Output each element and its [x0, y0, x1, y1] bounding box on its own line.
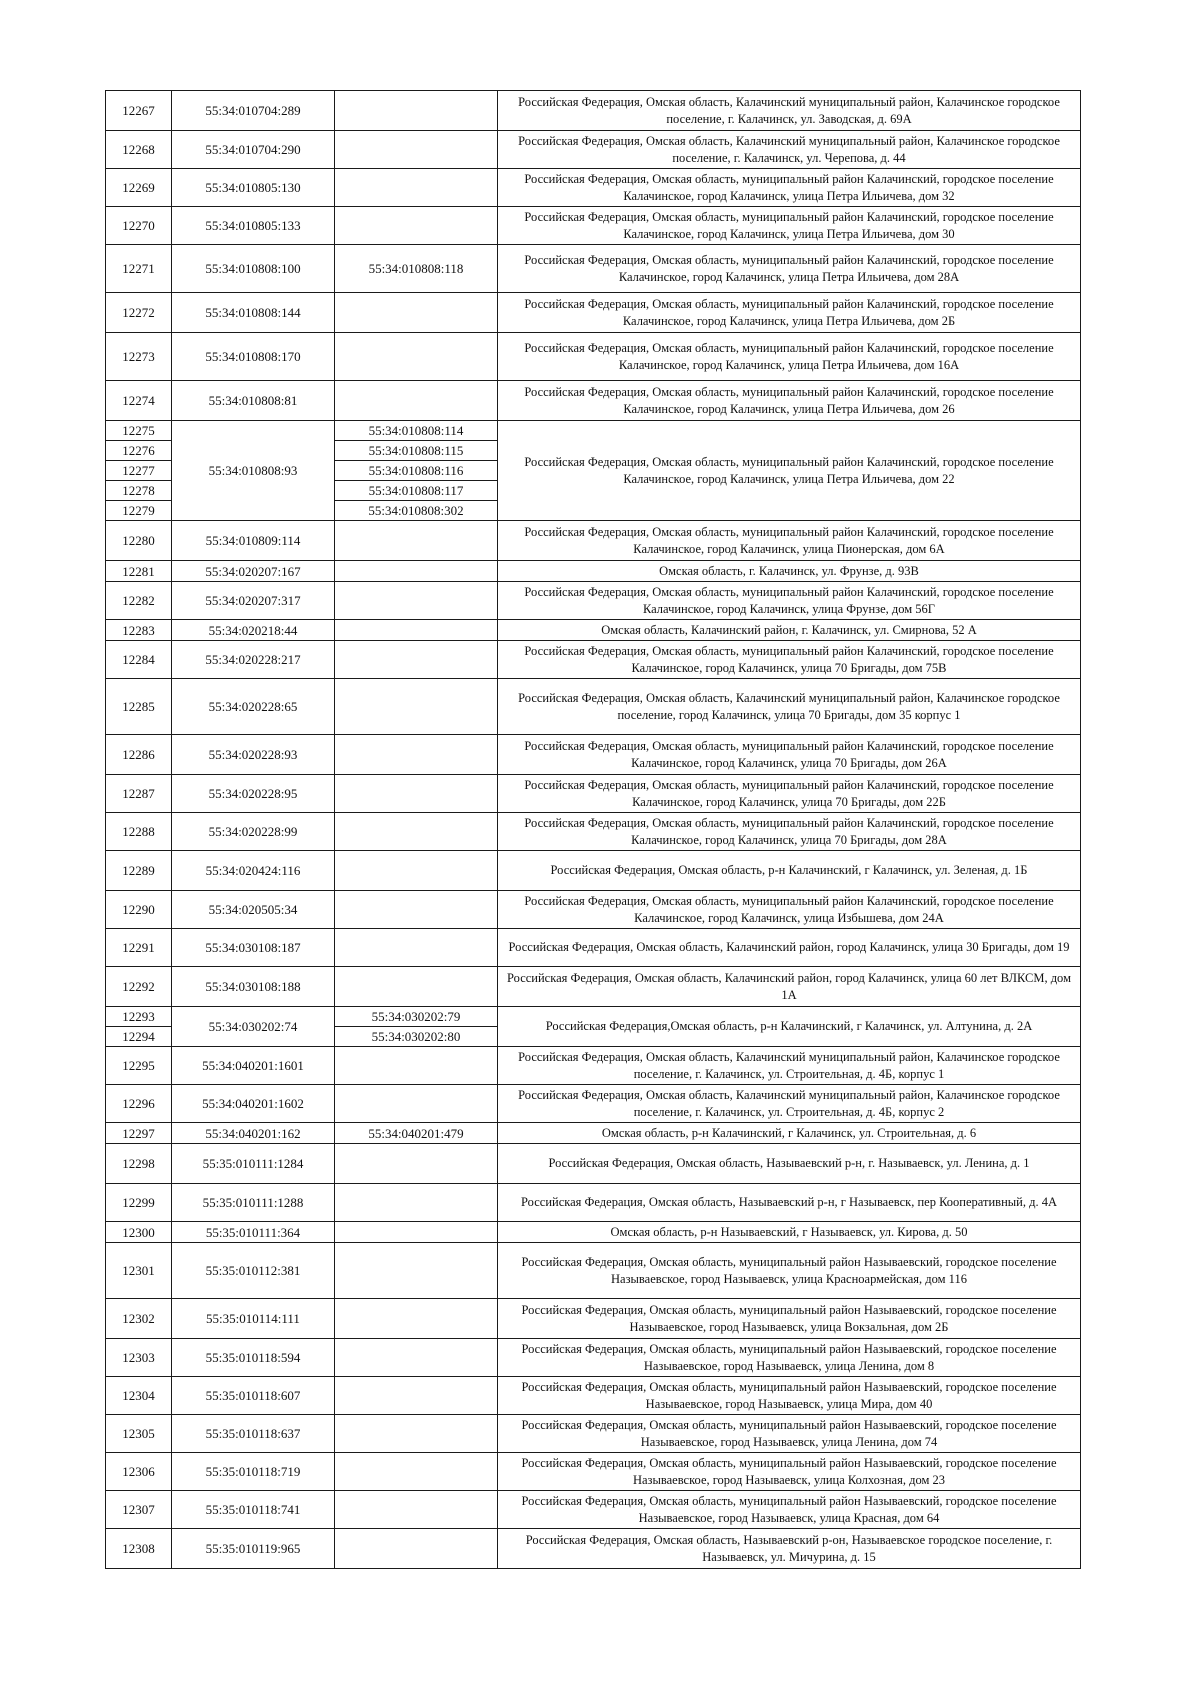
- linked-cadastral-number-cell: [335, 775, 498, 813]
- cadastral-number-cell: 55:35:010112:381: [172, 1243, 335, 1299]
- linked-cadastral-number-cell: 55:34:010808:115: [335, 441, 498, 461]
- row-number-cell: 12277: [106, 461, 172, 481]
- linked-cadastral-number-cell: [335, 131, 498, 169]
- linked-cadastral-number-cell: [335, 582, 498, 620]
- row-number-cell: 12297: [106, 1123, 172, 1144]
- address-cell: Российская Федерация, Омская область, муниципальный район Калачинский, городское поселение Калачинское, город Калачинск, улица Петра Ильичева, дом 30: [498, 207, 1081, 245]
- row-number-cell: 12280: [106, 521, 172, 561]
- row-number-cell: 12292: [106, 967, 172, 1007]
- row-number-cell: 12267: [106, 91, 172, 131]
- cadastral-number-cell: 55:35:010118:741: [172, 1491, 335, 1529]
- address-cell: Российская Федерация, Омская область, муниципальный район Калачинский, городское поселение Калачинское, город Калачинск, улица Избышева, дом 24А: [498, 891, 1081, 929]
- cadastral-number-cell: 55:34:010805:130: [172, 169, 335, 207]
- cadastral-number-cell: 55:34:010808:170: [172, 333, 335, 381]
- linked-cadastral-number-cell: [335, 967, 498, 1007]
- cadastral-number-cell: 55:34:020228:99: [172, 813, 335, 851]
- table-row: [106, 1491, 1081, 1529]
- linked-cadastral-number-cell: 55:34:010808:116: [335, 461, 498, 481]
- linked-cadastral-number-cell: [335, 561, 498, 582]
- linked-cadastral-number-cell: 55:34:010808:117: [335, 481, 498, 501]
- linked-cadastral-number-cell: [335, 813, 498, 851]
- linked-cadastral-number-cell: [335, 735, 498, 775]
- row-number-cell: 12272: [106, 293, 172, 333]
- cadastral-number-cell: 55:34:020228:217: [172, 641, 335, 679]
- linked-cadastral-number-cell: [335, 169, 498, 207]
- table-row: [106, 1123, 1081, 1144]
- row-number-cell: 12284: [106, 641, 172, 679]
- linked-cadastral-number-cell: [335, 641, 498, 679]
- cadastral-number-cell: 55:34:040201:1601: [172, 1047, 335, 1085]
- address-cell: Российская Федерация, Омская область, муниципальный район Калачинский, городское поселение Калачинское, город Калачинск, улица Фрунзе, дом 56Г: [498, 582, 1081, 620]
- cadastral-number-cell: 55:34:040201:162: [172, 1123, 335, 1144]
- row-number-cell: 12282: [106, 582, 172, 620]
- table-row: [106, 620, 1081, 641]
- row-number-cell: 12299: [106, 1184, 172, 1222]
- table-row: [106, 891, 1081, 929]
- row-number-cell: 12293: [106, 1007, 172, 1027]
- table-row: [106, 521, 1081, 561]
- row-number-cell: 12291: [106, 929, 172, 967]
- row-number-cell: 12308: [106, 1529, 172, 1569]
- table-row: [106, 1007, 1081, 1027]
- table-row: [106, 1085, 1081, 1123]
- row-number-cell: 12274: [106, 381, 172, 421]
- linked-cadastral-number-cell: [335, 207, 498, 245]
- cadastral-number-cell: 55:35:010111:1288: [172, 1184, 335, 1222]
- linked-cadastral-number-cell: [335, 1339, 498, 1377]
- address-cell: Российская Федерация, Омская область, Калачинский муниципальный район, Калачинское городское поселение, г. Калачинск, ул. Заводская, д. 69А: [498, 91, 1081, 131]
- linked-cadastral-number-cell: 55:34:010808:114: [335, 421, 498, 441]
- linked-cadastral-number-cell: [335, 1529, 498, 1569]
- row-number-cell: 12301: [106, 1243, 172, 1299]
- linked-cadastral-number-cell: 55:34:030202:80: [335, 1027, 498, 1047]
- row-number-cell: 12302: [106, 1299, 172, 1339]
- table-row: [106, 293, 1081, 333]
- table-row: [106, 813, 1081, 851]
- cadastral-number-cell: 55:34:040201:1602: [172, 1085, 335, 1123]
- cadastral-number-cell: 55:34:020228:95: [172, 775, 335, 813]
- cadastral-number-cell: 55:35:010111:1284: [172, 1144, 335, 1184]
- cadastral-number-cell: 55:35:010118:594: [172, 1339, 335, 1377]
- linked-cadastral-number-cell: [335, 91, 498, 131]
- linked-cadastral-number-cell: [335, 1415, 498, 1453]
- linked-cadastral-number-cell: [335, 1144, 498, 1184]
- cadastral-number-cell: 55:34:030202:74: [172, 1007, 335, 1047]
- address-cell: Российская Федерация, Омская область, муниципальный район Называевский, городское поселение Называевское, город Называевск, улица Вокзальная, дом 2Б: [498, 1299, 1081, 1339]
- address-cell: Российская Федерация, Омская область, муниципальный район Называевский, городское поселение Называевское, город Называевск, улица Ленина, дом 8: [498, 1339, 1081, 1377]
- row-number-cell: 12307: [106, 1491, 172, 1529]
- table-row: [106, 679, 1081, 735]
- table-row: [106, 91, 1081, 131]
- row-number-cell: 12268: [106, 131, 172, 169]
- linked-cadastral-number-cell: [335, 1243, 498, 1299]
- address-cell: Российская Федерация, Омская область, муниципальный район Калачинский, городское поселение Калачинское, город Калачинск, улица Пионерская, дом 6А: [498, 521, 1081, 561]
- linked-cadastral-number-cell: 55:34:040201:479: [335, 1123, 498, 1144]
- address-cell: Российская Федерация, Омская область, муниципальный район Калачинский, городское поселение Калачинское, город Калачинск, улица 70 Бригады, дом 28А: [498, 813, 1081, 851]
- cadastral-number-cell: 55:34:010704:289: [172, 91, 335, 131]
- table-row: [106, 582, 1081, 620]
- linked-cadastral-number-cell: [335, 521, 498, 561]
- row-number-cell: 12289: [106, 851, 172, 891]
- row-number-cell: 12304: [106, 1377, 172, 1415]
- table-row: [106, 1339, 1081, 1377]
- table-row: [106, 1047, 1081, 1085]
- address-cell: Российская Федерация, Омская область, муниципальный район Называевский, городское поселение Называевское, город Называевск, улица Ленина, дом 74: [498, 1415, 1081, 1453]
- table-row: [106, 169, 1081, 207]
- linked-cadastral-number-cell: [335, 1299, 498, 1339]
- cadastral-number-cell: 55:35:010118:637: [172, 1415, 335, 1453]
- address-cell: Российская Федерация, Омская область, Называевский р-он, Называевское городское поселение, г. Называевск, ул. Мичурина, д. 15: [498, 1529, 1081, 1569]
- address-cell: Омская область, р-н Калачинский, г Калачинск, ул. Строительная, д. 6: [498, 1123, 1081, 1144]
- table-row: [106, 735, 1081, 775]
- row-number-cell: 12295: [106, 1047, 172, 1085]
- table-row: [106, 245, 1081, 293]
- address-cell: Российская Федерация, Омская область, муниципальный район Называевский, городское поселение Называевское, город Называевск, улица Красноармейская, дом 116: [498, 1243, 1081, 1299]
- table-row: [106, 421, 1081, 441]
- cadastral-number-cell: 55:34:010808:81: [172, 381, 335, 421]
- cadastral-number-cell: 55:35:010111:364: [172, 1222, 335, 1243]
- linked-cadastral-number-cell: [335, 1184, 498, 1222]
- row-number-cell: 12270: [106, 207, 172, 245]
- table-row: [106, 775, 1081, 813]
- table-row: [106, 1184, 1081, 1222]
- address-cell: Российская Федерация, Омская область, муниципальный район Калачинский, городское поселение Калачинское, город Калачинск, улица Петра Ильичева, дом 28А: [498, 245, 1081, 293]
- row-number-cell: 12279: [106, 501, 172, 521]
- cadastral-number-cell: 55:34:030108:188: [172, 967, 335, 1007]
- table-row: [106, 1299, 1081, 1339]
- register-body: [106, 91, 1081, 1569]
- linked-cadastral-number-cell: 55:34:010808:118: [335, 245, 498, 293]
- cadastral-number-cell: 55:34:020207:317: [172, 582, 335, 620]
- linked-cadastral-number-cell: [335, 293, 498, 333]
- table-row: [106, 1529, 1081, 1569]
- row-number-cell: 12294: [106, 1027, 172, 1047]
- row-number-cell: 12300: [106, 1222, 172, 1243]
- address-cell: Российская Федерация, Омская область, Называевский р-н, г. Называевск, ул. Ленина, д. 1: [498, 1144, 1081, 1184]
- address-cell: Омская область, г. Калачинск, ул. Фрунзе, д. 93В: [498, 561, 1081, 582]
- row-number-cell: 12290: [106, 891, 172, 929]
- table-row: [106, 561, 1081, 582]
- table-row: [106, 1453, 1081, 1491]
- cadastral-number-cell: 55:34:010808:93: [172, 421, 335, 521]
- linked-cadastral-number-cell: [335, 1491, 498, 1529]
- linked-cadastral-number-cell: 55:34:030202:79: [335, 1007, 498, 1027]
- address-cell: Российская Федерация, Омская область, Калачинский муниципальный район, Калачинское городское поселение, г. Калачинск, ул. Строительная, д. 4Б, корпус 1: [498, 1047, 1081, 1085]
- linked-cadastral-number-cell: [335, 620, 498, 641]
- linked-cadastral-number-cell: [335, 1047, 498, 1085]
- cadastral-number-cell: 55:34:020207:167: [172, 561, 335, 582]
- address-cell: Российская Федерация, Омская область, р-н Калачинский, г Калачинск, ул. Зеленая, д. 1Б: [498, 851, 1081, 891]
- table-row: [106, 381, 1081, 421]
- row-number-cell: 12306: [106, 1453, 172, 1491]
- table-row: [106, 641, 1081, 679]
- address-cell: Российская Федерация, Омская область, муниципальный район Калачинский, городское поселение Калачинское, город Калачинск, улица 70 Бригады, дом 75В: [498, 641, 1081, 679]
- address-cell: Российская Федерация, Омская область, Калачинский муниципальный район, Калачинское городское поселение, г. Калачинск, ул. Строительная, д. 4Б, корпус 2: [498, 1085, 1081, 1123]
- linked-cadastral-number-cell: [335, 851, 498, 891]
- cadastral-number-cell: 55:34:020505:34: [172, 891, 335, 929]
- cadastral-number-cell: 55:34:010808:100: [172, 245, 335, 293]
- address-cell: Российская Федерация, Омская область, муниципальный район Называевский, городское поселение Называевское, город Называевск, улица Колхозная, дом 23: [498, 1453, 1081, 1491]
- row-number-cell: 12286: [106, 735, 172, 775]
- cadastral-number-cell: 55:34:010704:290: [172, 131, 335, 169]
- address-cell: Российская Федерация, Омская область, муниципальный район Называевский, городское поселение Называевское, город Называевск, улица Мира, дом 40: [498, 1377, 1081, 1415]
- row-number-cell: 12298: [106, 1144, 172, 1184]
- cadastral-number-cell: 55:34:020218:44: [172, 620, 335, 641]
- address-cell: Российская Федерация, Омская область, Калачинский муниципальный район, Калачинское городское поселение, г. Калачинск, ул. Черепова, д. 44: [498, 131, 1081, 169]
- address-cell: Российская Федерация, Омская область, Калачинский район, город Калачинск, улица 30 Бригады, дом 19: [498, 929, 1081, 967]
- address-cell: Российская Федерация,Омская область, р-н Калачинский, г Калачинск, ул. Алтунина, д. 2А: [498, 1007, 1081, 1047]
- address-cell: Российская Федерация, Омская область, муниципальный район Калачинский, городское поселение Калачинское, город Калачинск, улица Петра Ильичева, дом 26: [498, 381, 1081, 421]
- address-cell: Российская Федерация, Омская область, муниципальный район Калачинский, городское поселение Калачинское, город Калачинск, улица Петра Ильичева, дом 2Б: [498, 293, 1081, 333]
- row-number-cell: 12296: [106, 1085, 172, 1123]
- address-cell: Российская Федерация, Омская область, Называевский р-н, г Называевск, пер Кооперативный, д. 4А: [498, 1184, 1081, 1222]
- row-number-cell: 12271: [106, 245, 172, 293]
- cadastral-number-cell: 55:34:010809:114: [172, 521, 335, 561]
- cadastral-number-cell: 55:34:020228:65: [172, 679, 335, 735]
- address-cell: Российская Федерация, Омская область, Калачинский муниципальный район, Калачинское городское поселение, город Калачинск, улица 70 Бригады, дом 35 корпус 1: [498, 679, 1081, 735]
- cadastral-number-cell: 55:35:010119:965: [172, 1529, 335, 1569]
- table-row: [106, 967, 1081, 1007]
- address-cell: Российская Федерация, Омская область, муниципальный район Называевский, городское поселение Называевское, город Называевск, улица Красная, дом 64: [498, 1491, 1081, 1529]
- row-number-cell: 12276: [106, 441, 172, 461]
- row-number-cell: 12275: [106, 421, 172, 441]
- row-number-cell: 12287: [106, 775, 172, 813]
- linked-cadastral-number-cell: [335, 333, 498, 381]
- cadastral-number-cell: 55:35:010118:719: [172, 1453, 335, 1491]
- linked-cadastral-number-cell: [335, 679, 498, 735]
- table-row: [106, 1377, 1081, 1415]
- cadastral-number-cell: 55:34:010805:133: [172, 207, 335, 245]
- linked-cadastral-number-cell: [335, 891, 498, 929]
- row-number-cell: 12269: [106, 169, 172, 207]
- cadastral-number-cell: 55:34:020228:93: [172, 735, 335, 775]
- linked-cadastral-number-cell: [335, 1085, 498, 1123]
- address-cell: Российская Федерация, Омская область, муниципальный район Калачинский, городское поселение Калачинское, город Калачинск, улица Петра Ильичева, дом 22: [498, 421, 1081, 521]
- table-row: [106, 333, 1081, 381]
- address-cell: Омская область, Калачинский район, г. Калачинск, ул. Смирнова, 52 А: [498, 620, 1081, 641]
- address-cell: Российская Федерация, Омская область, муниципальный район Калачинский, городское поселение Калачинское, город Калачинск, улица 70 Бригады, дом 26А: [498, 735, 1081, 775]
- table-row: [106, 1144, 1081, 1184]
- linked-cadastral-number-cell: [335, 1377, 498, 1415]
- row-number-cell: 12273: [106, 333, 172, 381]
- table-row: [106, 131, 1081, 169]
- table-row: [106, 207, 1081, 245]
- linked-cadastral-number-cell: 55:34:010808:302: [335, 501, 498, 521]
- row-number-cell: 12303: [106, 1339, 172, 1377]
- table-row: [106, 1222, 1081, 1243]
- table-row: [106, 851, 1081, 891]
- address-cell: Российская Федерация, Омская область, муниципальный район Калачинский, городское поселение Калачинское, город Калачинск, улица Петра Ильичева, дом 16А: [498, 333, 1081, 381]
- address-cell: Омская область, р-н Называевский, г Называевск, ул. Кирова, д. 50: [498, 1222, 1081, 1243]
- linked-cadastral-number-cell: [335, 1222, 498, 1243]
- row-number-cell: 12281: [106, 561, 172, 582]
- cadastral-number-cell: 55:34:020424:116: [172, 851, 335, 891]
- cadastral-number-cell: 55:35:010118:607: [172, 1377, 335, 1415]
- row-number-cell: 12285: [106, 679, 172, 735]
- linked-cadastral-number-cell: [335, 381, 498, 421]
- address-cell: Российская Федерация, Омская область, Калачинский район, город Калачинск, улица 60 лет ВЛКСМ, дом 1А: [498, 967, 1081, 1007]
- row-number-cell: 12305: [106, 1415, 172, 1453]
- table-row: [106, 1243, 1081, 1299]
- row-number-cell: 12283: [106, 620, 172, 641]
- table-row: [106, 929, 1081, 967]
- row-number-cell: 12278: [106, 481, 172, 501]
- cadastral-number-cell: 55:34:030108:187: [172, 929, 335, 967]
- linked-cadastral-number-cell: [335, 929, 498, 967]
- cadastral-number-cell: 55:35:010114:111: [172, 1299, 335, 1339]
- address-cell: Российская Федерация, Омская область, муниципальный район Калачинский, городское поселение Калачинское, город Калачинск, улица Петра Ильичева, дом 32: [498, 169, 1081, 207]
- linked-cadastral-number-cell: [335, 1453, 498, 1491]
- row-number-cell: 12288: [106, 813, 172, 851]
- address-cell: Российская Федерация, Омская область, муниципальный район Калачинский, городское поселение Калачинское, город Калачинск, улица 70 Бригады, дом 22Б: [498, 775, 1081, 813]
- table-row: [106, 1415, 1081, 1453]
- property-register-table: [105, 90, 1081, 1569]
- cadastral-number-cell: 55:34:010808:144: [172, 293, 335, 333]
